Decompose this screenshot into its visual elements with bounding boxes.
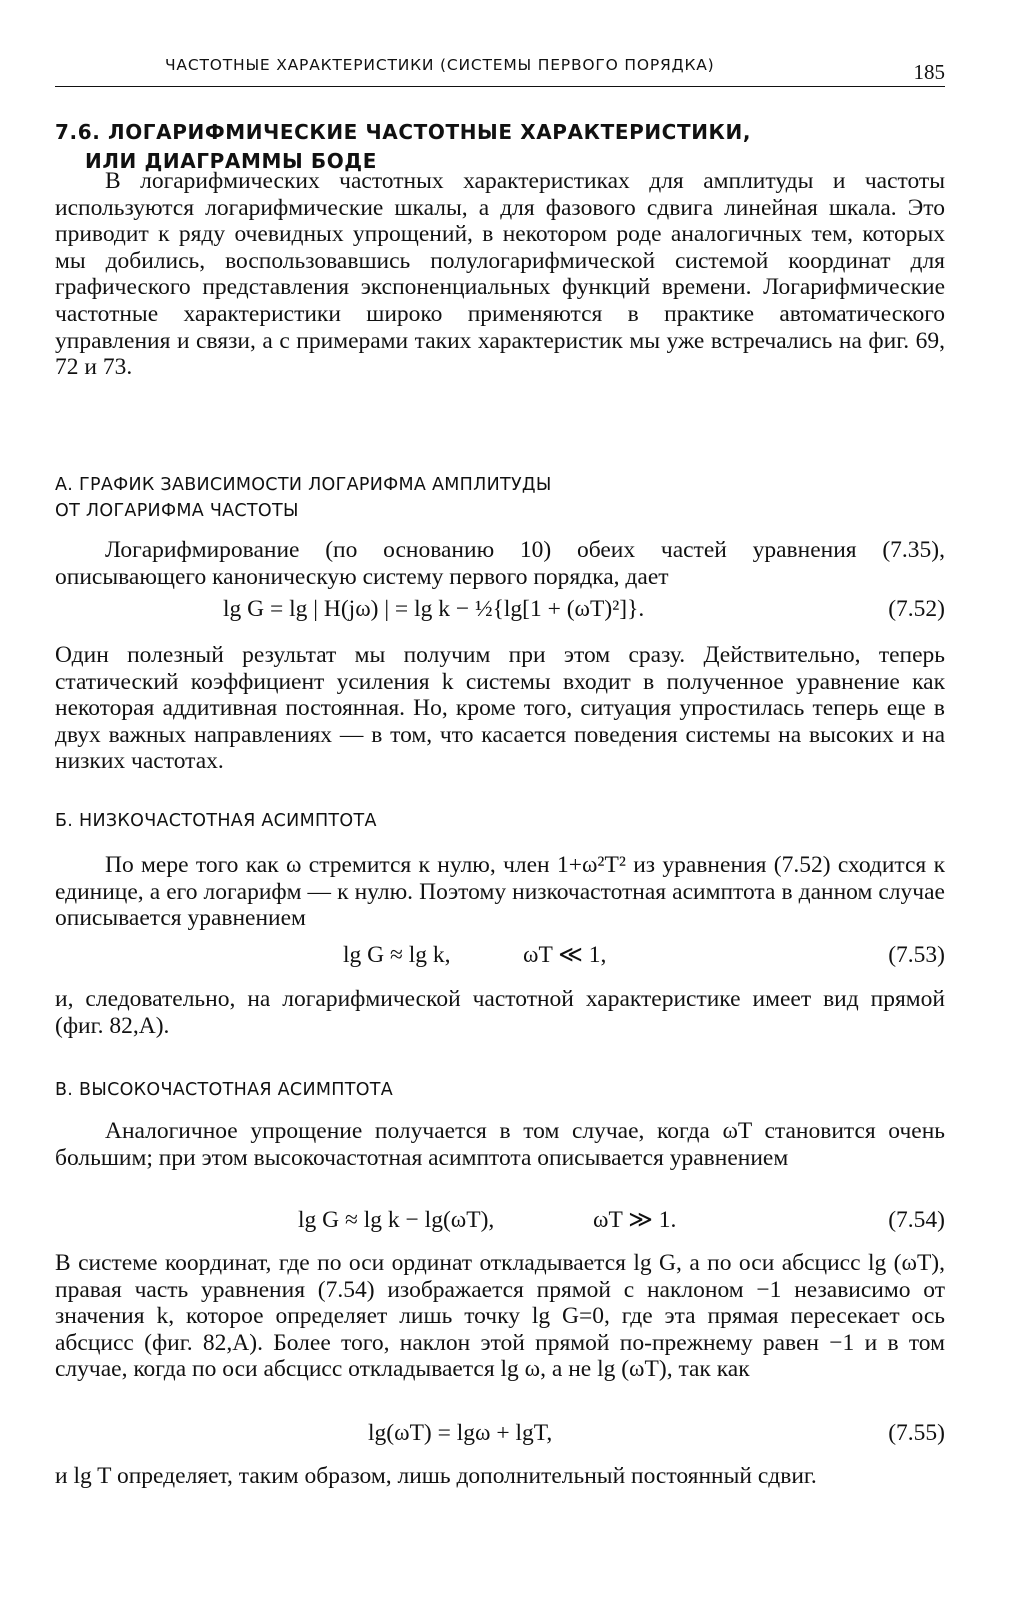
- subsection-c-paragraph-2: [55, 1250, 945, 1383]
- subsection-b-paragraph-1-text: По мере того как ω стремится к нулю, член 1+ω²T² из уравнения (7.52) сходится к единице, а его логарифм — к нулю. Поэтому низкочастотная асимптота в данном случае описывается уравнением: [55, 852, 945, 932]
- subsection-a-heading: [55, 472, 945, 524]
- equation-7-53-formula: lg G ≈ lg k,: [343, 942, 451, 968]
- page-number: 185: [913, 60, 945, 84]
- subsection-a-paragraph-1-text: Логарифмирование (по основанию 10) обеих частей уравнения (7.35), описывающего каноническую систему первого порядка, дает: [55, 537, 945, 590]
- equation-7-54-formula: lg G ≈ lg k − lg(ωT),: [298, 1207, 495, 1233]
- equation-7-52-number: (7.52): [888, 596, 945, 622]
- subsection-c-heading-text: В. ВЫСОКОЧАСТОТНАЯ АСИМПТОТА: [55, 1080, 394, 1100]
- equation-7-52: [55, 594, 945, 624]
- equation-7-54-condition: ωT ≫ 1.: [593, 1207, 677, 1233]
- equation-7-53-condition: ωT ≪ 1,: [523, 942, 607, 968]
- subsection-a-paragraph-2-text: Один полезный результат мы получим при этом сразу. Действительно, теперь статический коэффициент усиления k системы входит в полученное уравнение как некоторая аддитивная постоянная. Но, кроме того, ситуация упростилась теперь еще в двух важных направлениях — в том, что касается поведения системы на высоких и на низких частотах.: [55, 642, 945, 775]
- section-title-line-2: ИЛИ ДИАГРАММЫ БОДЕ: [85, 149, 377, 173]
- equation-7-55-formula: lg(ωT) = lgω + lgT,: [368, 1420, 553, 1446]
- subsection-c-paragraph-3: [55, 1463, 945, 1490]
- subsection-c-paragraph-3-text: и lg T определяет, таким образом, лишь дополнительный постоянный сдвиг.: [55, 1463, 817, 1489]
- book-page: [55, 0, 945, 1600]
- running-title: ЧАСТОТНЫЕ ХАРАКТЕРИСТИКИ (СИСТЕМЫ ПЕРВОГО ПОРЯДКА): [165, 56, 715, 74]
- equation-7-55: [55, 1418, 945, 1448]
- subsection-b-paragraph-2-text: и, следовательно, на логарифмической частотной характеристике имеет вид прямой (фиг. 82,А).: [55, 986, 945, 1039]
- subsection-a-heading-line-1: А. ГРАФИК ЗАВИСИМОСТИ ЛОГАРИФМА АМПЛИТУДЫ: [55, 475, 552, 495]
- intro-paragraph-text: В логарифмических частотных характеристиках для амплитуды и частоты используются логарифмические шкалы, а для фазового сдвига линейная шкала. Это приводит к ряду очевидных упрощений, в некотором роде аналогичных тем, которых мы добились, воспользовавшись полулогарифмической системой координат для графического представления экспоненциальных функций времени. Логарифмические частотные характеристики широко применяются в практике автоматического управления и связи, а с примерами таких характеристик мы уже встречались на фиг. 69, 72 и 73.: [55, 168, 945, 381]
- intro-paragraph: [55, 168, 945, 381]
- equation-7-54-number: (7.54): [888, 1207, 945, 1233]
- subsection-b-heading-text: Б. НИЗКОЧАСТОТНАЯ АСИМПТОТА: [55, 811, 377, 831]
- subsection-a-heading-line-2: ОТ ЛОГАРИФМА ЧАСТОТЫ: [55, 501, 299, 521]
- subsection-b-paragraph-1: [55, 852, 945, 932]
- equation-7-53: [55, 940, 945, 970]
- equation-7-55-number: (7.55): [888, 1420, 945, 1446]
- subsection-b-heading: [55, 808, 945, 834]
- subsection-c-paragraph-2-text: В системе координат, где по оси ординат откладывается lg G, а по оси абсцисс lg (ωT), правая часть уравнения (7.54) изображается прямой с наклоном −1 независимо от значения k, которое определяет лишь точку lg G=0, где эта прямая пересекает ось абсцисс (фиг. 82,А). Более того, наклон этой прямой по-прежнему равен −1 и в том случае, когда по оси абсцисс откладывается lg ω, а не lg (ωT), так как: [55, 1250, 945, 1383]
- running-head: [55, 50, 945, 87]
- equation-7-52-formula: lg G = lg | H(jω) | = lg k − ½{lg[1 + (ωT)²]}.: [223, 596, 645, 622]
- subsection-a-paragraph-2: [55, 642, 945, 775]
- subsection-a-paragraph-1: [55, 537, 945, 590]
- subsection-c-paragraph-1: [55, 1118, 945, 1171]
- subsection-c-paragraph-1-text: Аналогичное упрощение получается в том случае, когда ωT становится очень большим; при этом высокочастотная асимптота описывается уравнением: [55, 1118, 945, 1171]
- equation-7-54: [55, 1205, 945, 1235]
- subsection-c-heading: [55, 1077, 945, 1103]
- section-title-line-1: 7.6. ЛОГАРИФМИЧЕСКИЕ ЧАСТОТНЫЕ ХАРАКТЕРИСТИКИ,: [55, 120, 752, 144]
- equation-7-53-number: (7.53): [888, 942, 945, 968]
- subsection-b-paragraph-2: [55, 986, 945, 1039]
